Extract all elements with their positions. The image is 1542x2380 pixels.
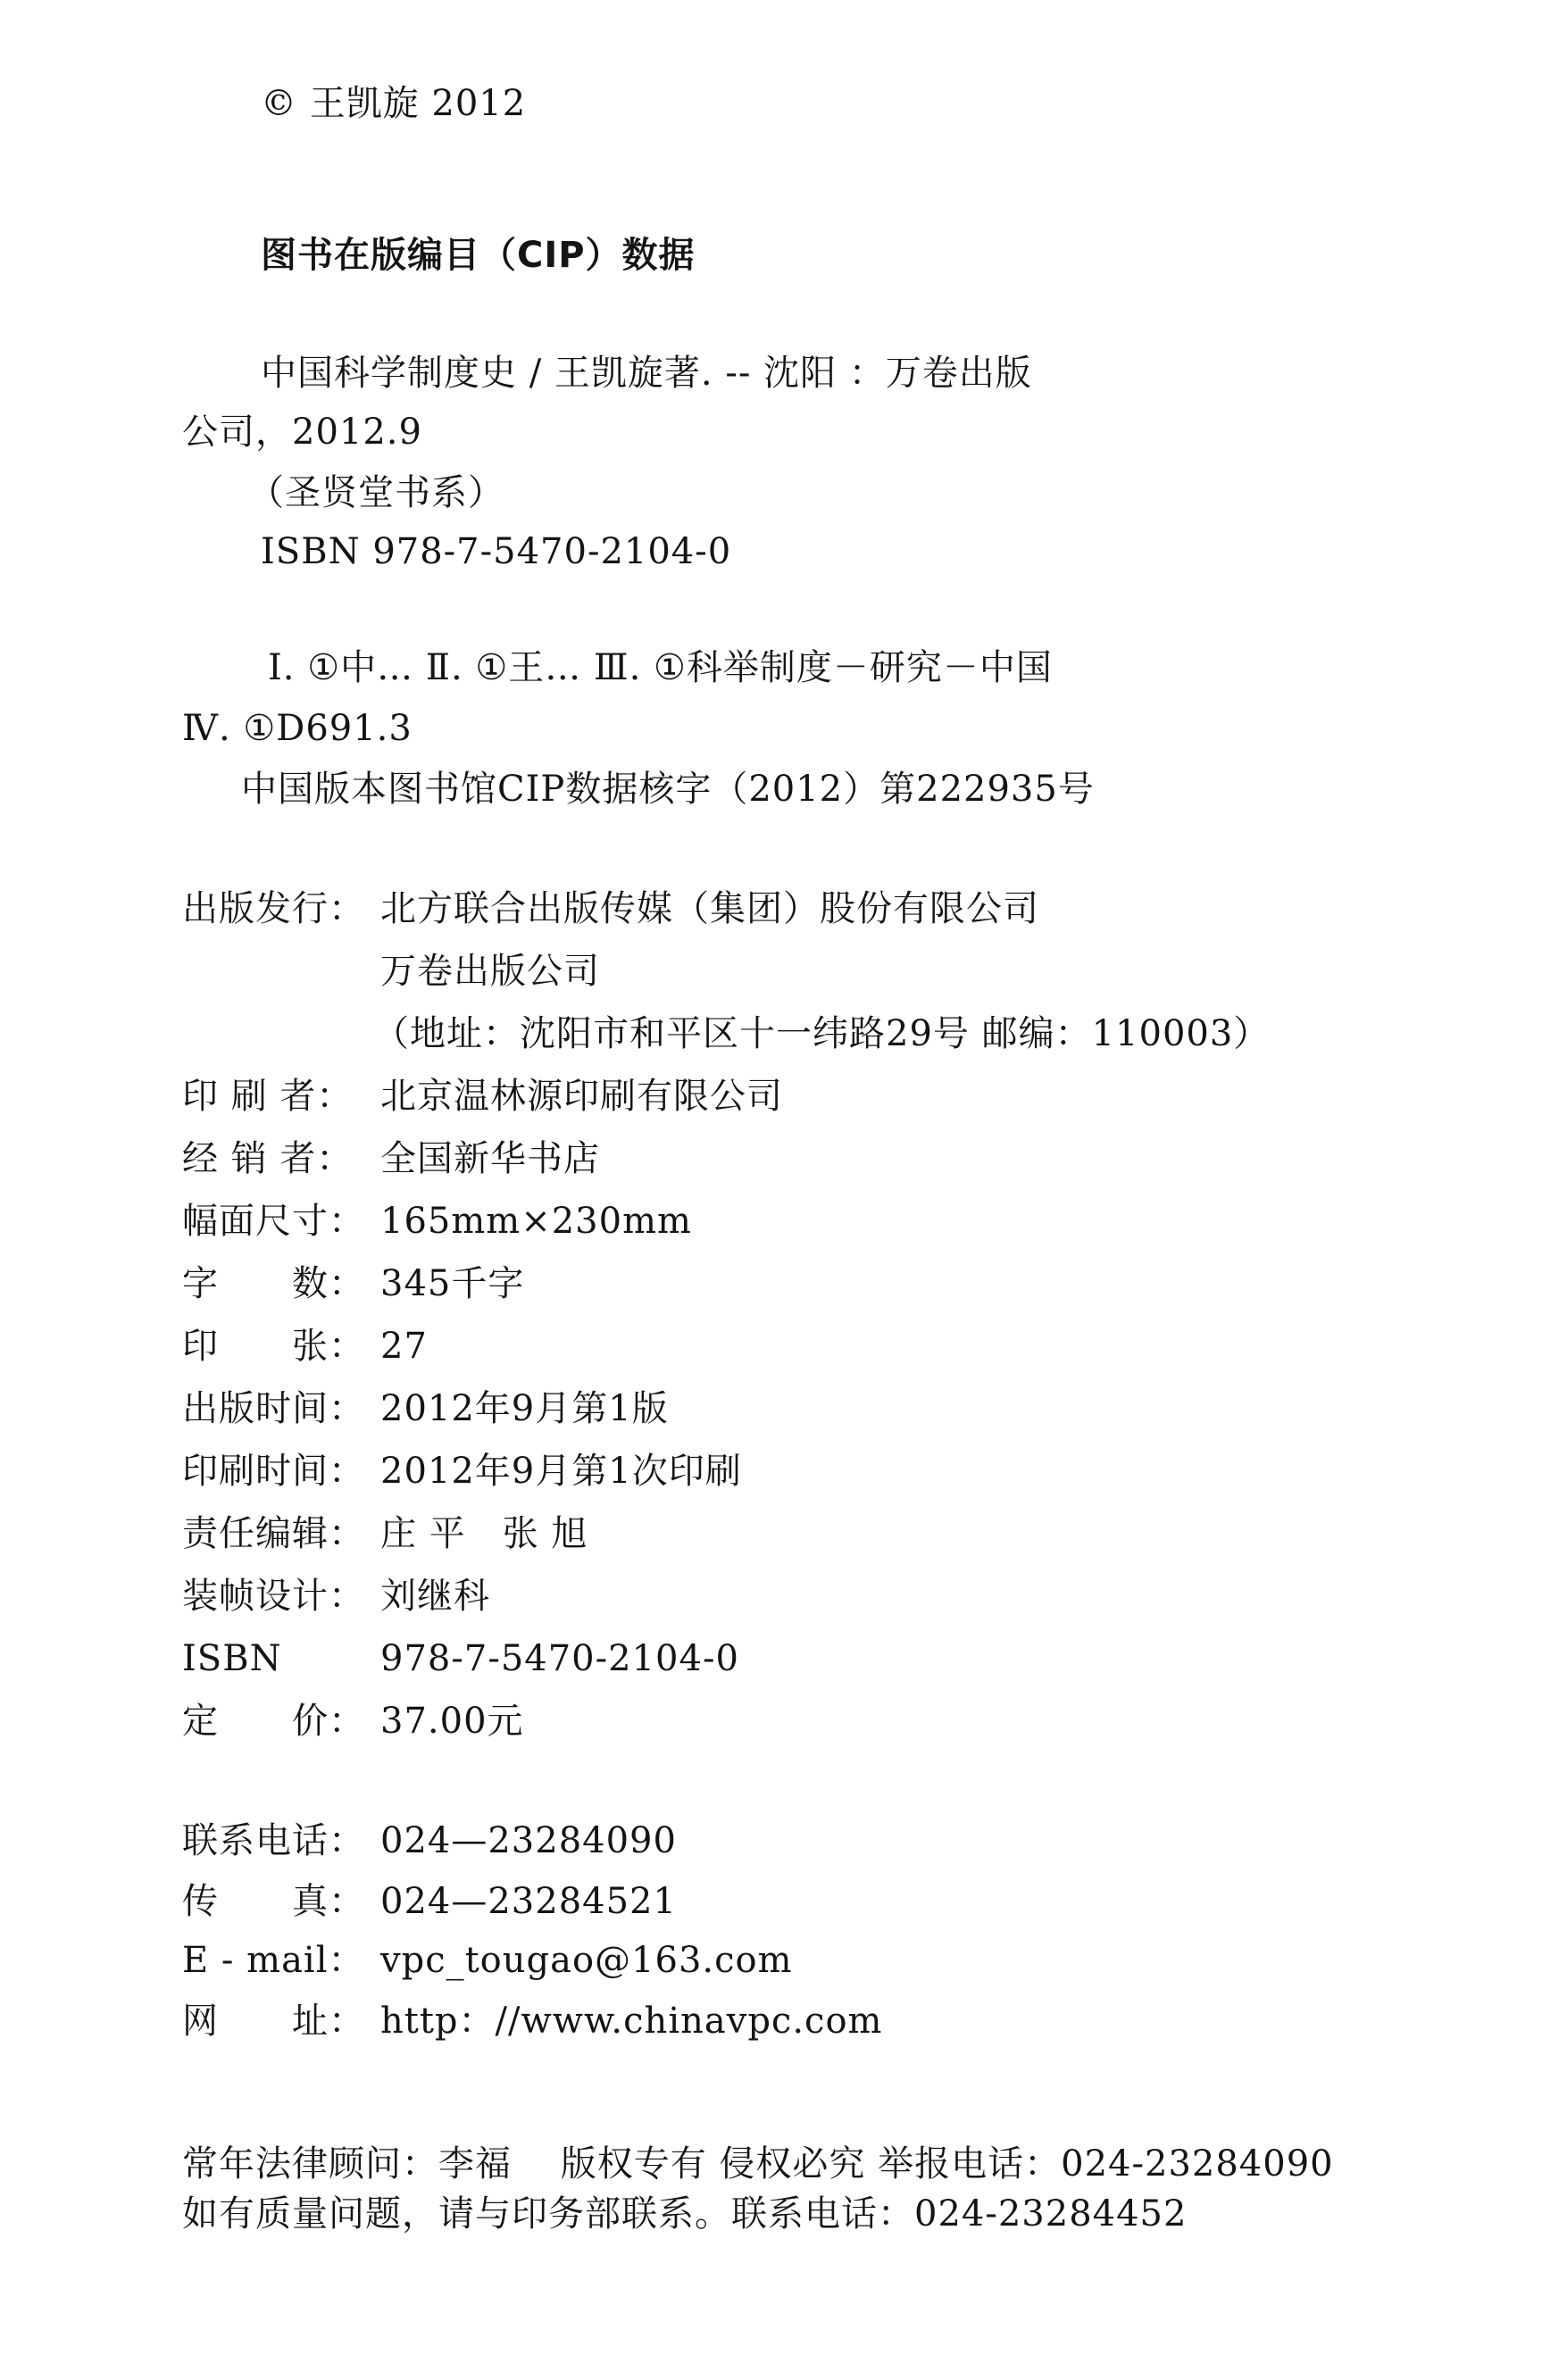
contact-value: vpc_tougao@163.com (380, 1940, 793, 1981)
contact-label: 传 真： (182, 1881, 365, 1922)
contact-label: E - mail： (182, 1940, 365, 1981)
contact-value: http：//www.chinavpc.com (380, 2001, 883, 2042)
detail-value: 27 (380, 1326, 428, 1367)
detail-label: 装帧设计： (182, 1576, 365, 1617)
publisher-imprint: 万卷出版公司 (380, 951, 600, 992)
detail-label: 定 价： (182, 1701, 365, 1742)
publisher-label: 出版发行： (182, 888, 365, 929)
detail-row-isbn (182, 1637, 739, 1680)
detail-value: 165mm×230mm (380, 1201, 692, 1242)
cip-title-line-1: 中国科学制度史 / 王凯旋著. -- 沈阳 ：万卷出版 (261, 353, 1032, 394)
detail-value: 2012年9月第1次印刷 (380, 1451, 742, 1492)
contact-row-fax (182, 1880, 677, 1923)
detail-row-sheets (182, 1325, 428, 1368)
detail-row-price (182, 1700, 524, 1743)
detail-row-editor (182, 1512, 588, 1555)
detail-value: 978-7-5470-2104-0 (380, 1638, 739, 1679)
detail-label: 印 刷 者： (182, 1076, 354, 1117)
detail-label: ISBN (182, 1638, 282, 1679)
detail-label: 经 销 者： (182, 1138, 354, 1179)
detail-label: 幅面尺寸： (182, 1201, 365, 1242)
cip-series: （圣贤堂书系） (248, 472, 504, 513)
cip-isbn: ISBN 978-7-5470-2104-0 (261, 531, 732, 572)
detail-row-designer (182, 1575, 490, 1618)
detail-row-publish-date (182, 1387, 669, 1430)
cip-classification-line-2: Ⅳ. ①D691.3 (182, 708, 413, 749)
detail-value: 2012年9月第1版 (380, 1388, 669, 1429)
contact-label: 联系电话： (182, 1820, 365, 1861)
detail-row-word-count (182, 1262, 524, 1305)
detail-label: 印 张： (182, 1326, 365, 1367)
detail-value: 345千字 (380, 1263, 525, 1304)
detail-value: 庄 平 张 旭 (380, 1513, 588, 1554)
detail-label: 出版时间： (182, 1388, 365, 1429)
cip-number: 中国版本图书馆CIP数据核字（2012）第222935号 (241, 769, 1095, 810)
cip-title-line-2: 公司，2012.9 (182, 412, 422, 453)
detail-label: 字 数： (182, 1263, 365, 1304)
detail-row-printer (182, 1075, 783, 1118)
footer-legal-line: 常年法律顾问：李福 版权专有 侵权必究 举报电话：024-23284090 (182, 2143, 1334, 2184)
contact-row-website (182, 2000, 882, 2043)
cip-classification-line-1: Ⅰ. ①中… Ⅱ. ①王… Ⅲ. ①科举制度－研究－中国 (268, 647, 1053, 688)
cip-heading: 图书在版编目（CIP）数据 (261, 235, 696, 276)
detail-row-format (182, 1200, 692, 1243)
contact-row-email (182, 1939, 793, 1982)
detail-value: 刘继科 (380, 1576, 490, 1617)
detail-value: 北京温林源印刷有限公司 (380, 1076, 783, 1117)
detail-row-print-date (182, 1450, 742, 1493)
footer-quality-line: 如有质量问题，请与印务部联系。联系电话：024-23284452 (182, 2193, 1188, 2234)
copyright-line: © 王凯旋 2012 (261, 83, 527, 124)
detail-label: 责任编辑： (182, 1513, 365, 1554)
contact-value: 024—23284521 (380, 1881, 677, 1922)
detail-value: 全国新华书店 (380, 1138, 600, 1179)
contact-label: 网 址： (182, 2001, 365, 2042)
publisher-name: 北方联合出版传媒（集团）股份有限公司 (380, 888, 1039, 929)
detail-label: 印刷时间： (182, 1451, 365, 1492)
detail-value: 37.00元 (380, 1701, 524, 1742)
detail-row-distributor (182, 1137, 600, 1180)
contact-value: 024—23284090 (380, 1820, 677, 1861)
publisher-row (182, 887, 1039, 930)
publisher-address: （地址：沈阳市和平区十一纬路29号 邮编：110003） (373, 1013, 1271, 1054)
contact-row-phone (182, 1819, 677, 1862)
